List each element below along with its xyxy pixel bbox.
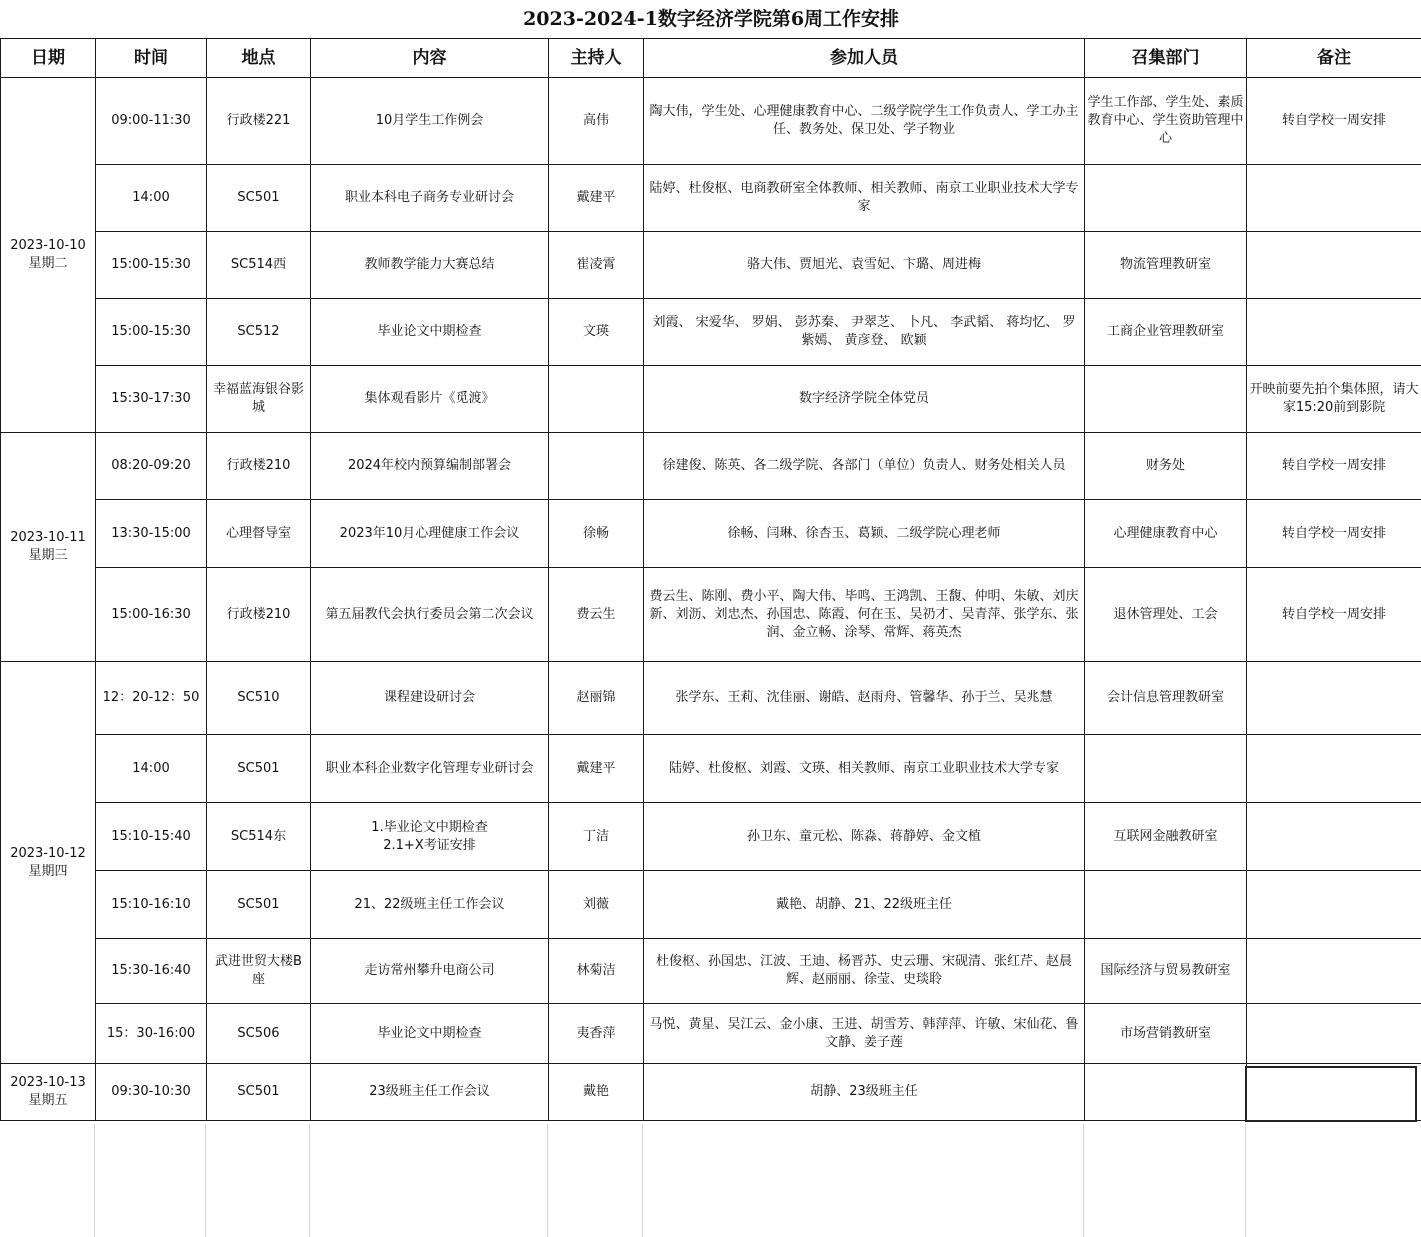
participants-cell[interactable]: 骆大伟、贾旭光、袁雪妃、卞璐、周进梅 [644, 232, 1085, 299]
grid-line [1245, 1124, 1246, 1237]
content-cell[interactable]: 毕业论文中期检查 [311, 299, 549, 366]
header-date[interactable]: 日期 [1, 39, 96, 78]
participants-cell[interactable]: 数字经济学院全体党员 [644, 366, 1085, 433]
grid-line [547, 1124, 548, 1237]
dept-cell[interactable] [1085, 165, 1247, 232]
time-cell[interactable]: 15:30-16:40 [96, 939, 207, 1004]
host-cell[interactable]: 刘薇 [549, 871, 644, 939]
table-row [1, 165, 1421, 232]
participants-cell[interactable]: 胡静、23级班主任 [644, 1064, 1085, 1121]
table-row [1, 232, 1421, 299]
weekday-text: 星期四 [28, 863, 68, 879]
grid-line [642, 1124, 643, 1237]
place-cell[interactable]: 行政楼210 [207, 568, 311, 662]
time-cell[interactable]: 14:00 [96, 735, 207, 803]
host-cell[interactable] [549, 366, 644, 433]
content-cell[interactable]: 职业本科企业数字化管理专业研讨会 [311, 735, 549, 803]
weekday-text: 星期三 [28, 548, 68, 563]
header-time[interactable]: 时间 [96, 39, 207, 78]
note-cell[interactable]: 转自学校一周安排 [1247, 500, 1421, 568]
content-cell[interactable]: 23级班主任工作会议 [311, 1064, 549, 1121]
host-cell[interactable]: 费云生 [549, 568, 644, 662]
note-cell[interactable] [1247, 939, 1421, 1004]
note-cell[interactable] [1247, 165, 1421, 232]
time-cell[interactable]: 09:30-10:30 [96, 1064, 207, 1121]
dept-cell[interactable]: 国际经济与贸易教研室 [1085, 939, 1247, 1004]
place-cell[interactable]: SC514东 [207, 803, 311, 871]
title-row [1, 0, 1421, 39]
header-host[interactable]: 主持人 [549, 39, 644, 78]
time-cell[interactable]: 15:00-16:30 [96, 568, 207, 662]
content-cell[interactable]: 集体观看影片《觅渡》 [311, 366, 549, 433]
note-cell[interactable]: 转自学校一周安排 [1247, 433, 1421, 500]
host-cell[interactable]: 赵丽锦 [549, 662, 644, 735]
dept-cell[interactable] [1085, 735, 1247, 803]
place-cell[interactable]: SC510 [207, 662, 311, 735]
time-cell[interactable]: 15：30-16:00 [96, 1004, 207, 1064]
grid-line [1083, 1124, 1084, 1237]
weekday-text: 星期五 [28, 1093, 68, 1108]
place-cell[interactable]: SC514西 [207, 232, 311, 299]
host-cell[interactable]: 戴艳 [549, 1064, 644, 1121]
table-row [1, 78, 1421, 165]
dept-cell[interactable]: 心理健康教育中心 [1085, 500, 1247, 568]
content-cell[interactable]: 2023年10月心理健康工作会议 [311, 500, 549, 568]
time-cell[interactable]: 13:30-15:00 [96, 500, 207, 568]
place-cell[interactable]: 武进世贸大楼B座 [207, 939, 311, 1004]
header-dept[interactable]: 召集部门 [1085, 39, 1247, 78]
grid-line [309, 1124, 310, 1237]
table-row [1, 735, 1421, 803]
participants-cell[interactable]: 刘霞、 宋爱华、 罗娟、 彭苏秦、 尹翠芝、 卜凡、 李武韬、 蒋均忆、 罗紫嫣、 黄彦登、 欧颖 [644, 299, 1085, 366]
host-cell[interactable]: 戴建平 [549, 165, 644, 232]
content-cell[interactable]: 走访常州攀升电商公司 [311, 939, 549, 1004]
participants-cell[interactable]: 杜俊枢、孙国忠、江波、王迪、杨晋苏、史云珊、宋砚清、张红芹、赵晨辉、赵丽丽、徐莹、史琰聆 [644, 939, 1085, 1004]
place-cell[interactable]: SC506 [207, 1004, 311, 1064]
host-cell[interactable]: 徐畅 [549, 500, 644, 568]
place-cell[interactable]: SC512 [207, 299, 311, 366]
date-cell[interactable] [1, 662, 96, 1064]
host-cell[interactable] [549, 433, 644, 500]
host-cell[interactable]: 戴建平 [549, 735, 644, 803]
table-row [1, 871, 1421, 939]
table-row [1, 1064, 1421, 1121]
participants-cell[interactable]: 费云生、陈刚、费小平、陶大伟、毕鸣、王鸿凯、王馥、仲明、朱敏、刘庆新、刘沥、刘忠杰、孙国忠、陈霞、何在玉、吴礽才、吴青萍、张学东、张润、金立畅、涂琴、常辉、蒋英杰 [644, 568, 1085, 662]
host-cell[interactable]: 高伟 [549, 78, 644, 165]
dept-cell[interactable]: 工商企业管理教研室 [1085, 299, 1247, 366]
note-cell[interactable]: 开映前要先拍个集体照，请大家15:20前到影院 [1247, 366, 1421, 433]
note-cell[interactable] [1247, 232, 1421, 299]
date-text: 2023-10-10 [10, 238, 86, 253]
header-participants[interactable]: 参加人员 [644, 39, 1085, 78]
content-cell[interactable]: 2024年校内预算编制部署会 [311, 433, 549, 500]
header-note[interactable]: 备注 [1247, 39, 1421, 78]
date-cell[interactable] [1, 433, 96, 662]
host-cell[interactable]: 林菊洁 [549, 939, 644, 1004]
content-cell[interactable]: 毕业论文中期检查 [311, 1004, 549, 1064]
header-content[interactable]: 内容 [311, 39, 549, 78]
time-cell[interactable]: 08:20-09:20 [96, 433, 207, 500]
place-cell[interactable]: SC501 [207, 735, 311, 803]
dept-cell[interactable] [1085, 871, 1247, 939]
date-text: 2023-10-11 [10, 530, 86, 545]
sheet-title[interactable]: 2023-2024-1数字经济学院第6周工作安排 [1, 0, 1421, 39]
place-cell[interactable]: 行政楼210 [207, 433, 311, 500]
table-row [1, 433, 1421, 500]
place-cell[interactable]: SC501 [207, 871, 311, 939]
content-cell[interactable]: 职业本科电子商务专业研讨会 [311, 165, 549, 232]
table-row [1, 366, 1421, 433]
table-row [1, 939, 1421, 1004]
time-cell[interactable]: 15:00-15:30 [96, 232, 207, 299]
time-cell[interactable]: 15:10-16:10 [96, 871, 207, 939]
time-cell[interactable]: 09:00-11:30 [96, 78, 207, 165]
note-cell[interactable] [1247, 1004, 1421, 1064]
host-cell[interactable]: 文瑛 [549, 299, 644, 366]
grid-line [94, 1124, 95, 1237]
participants-cell[interactable]: 戴艳、胡静、21、22级班主任 [644, 871, 1085, 939]
content-cell[interactable]: 21、22级班主任工作会议 [311, 871, 549, 939]
place-cell[interactable]: 行政楼221 [207, 78, 311, 165]
host-cell[interactable]: 丁洁 [549, 803, 644, 871]
participants-cell[interactable]: 徐建俊、陈英、各二级学院、各部门（单位）负责人、财务处相关人员 [644, 433, 1085, 500]
grid-line [205, 1124, 206, 1237]
note-cell[interactable] [1247, 662, 1421, 735]
dept-cell[interactable] [1085, 366, 1247, 433]
dept-cell[interactable]: 市场营销教研室 [1085, 1004, 1247, 1064]
date-cell[interactable] [1, 1064, 96, 1121]
participants-cell[interactable]: 张学东、王莉、沈佳丽、谢皓、赵雨舟、管馨华、孙于兰、吴兆慧 [644, 662, 1085, 735]
content-cell[interactable]: 教师教学能力大赛总结 [311, 232, 549, 299]
date-cell[interactable] [1, 78, 96, 433]
date-text: 2023-10-12 [10, 845, 86, 861]
host-cell[interactable]: 夷香萍 [549, 1004, 644, 1064]
time-cell[interactable]: 15:00-15:30 [96, 299, 207, 366]
participants-cell[interactable]: 陆婷、杜俊枢、电商教研室全体教师、相关教师、南京工业职业技术大学专家 [644, 165, 1085, 232]
time-cell[interactable]: 12：20-12：50 [96, 662, 207, 735]
note-cell[interactable] [1247, 803, 1421, 871]
empty-grid-area[interactable] [0, 1124, 1421, 1237]
dept-cell[interactable]: 会计信息管理教研室 [1085, 662, 1247, 735]
place-cell[interactable]: 心理督导室 [207, 500, 311, 568]
note-cell[interactable]: 转自学校一周安排 [1247, 78, 1421, 165]
table-row [1, 662, 1421, 735]
content-cell[interactable]: 10月学生工作例会 [311, 78, 549, 165]
time-cell[interactable]: 15:30-17:30 [96, 366, 207, 433]
dept-cell[interactable]: 物流管理教研室 [1085, 232, 1247, 299]
note-cell[interactable] [1247, 299, 1421, 366]
participants-cell[interactable]: 陆婷、杜俊枢、刘霞、文瑛、相关教师、南京工业职业技术大学专家 [644, 735, 1085, 803]
dept-cell[interactable]: 互联网金融教研室 [1085, 803, 1247, 871]
dept-cell[interactable]: 退休管理处、工会 [1085, 568, 1247, 662]
time-cell[interactable]: 14:00 [96, 165, 207, 232]
dept-cell[interactable] [1085, 1064, 1247, 1121]
note-cell[interactable] [1247, 1064, 1421, 1121]
host-cell[interactable]: 崔凌霄 [549, 232, 644, 299]
note-cell[interactable] [1247, 871, 1421, 939]
content-cell[interactable]: 第五届教代会执行委员会第二次会议 [311, 568, 549, 662]
time-cell[interactable]: 15:10-15:40 [96, 803, 207, 871]
date-text: 2023-10-13 [10, 1075, 86, 1090]
place-cell[interactable]: 幸福蓝海银谷影城 [207, 366, 311, 433]
table-row [1, 568, 1421, 662]
participants-cell[interactable]: 陶大伟，学生处、心理健康教育中心、二级学院学生工作负责人、学工办主任、教务处、保卫处、学子物业 [644, 78, 1085, 165]
header-place[interactable]: 地点 [207, 39, 311, 78]
content-cell[interactable]: 课程建设研讨会 [311, 662, 549, 735]
place-cell[interactable]: SC501 [207, 165, 311, 232]
participants-cell[interactable]: 孙卫东、童元松、陈淼、蒋静婷、金文植 [644, 803, 1085, 871]
header-row [1, 39, 1421, 78]
participants-cell[interactable]: 徐畅、闫琳、徐杏玉、葛颖、二级学院心理老师 [644, 500, 1085, 568]
table-row [1, 500, 1421, 568]
weekday-text: 星期二 [28, 256, 68, 271]
content-cell[interactable]: 1.毕业论文中期检查 2.1+X考证安排 [311, 803, 549, 871]
participants-cell[interactable]: 马悦、黄星、吴江云、金小康、王进、胡雪芳、韩萍萍、许敏、宋仙花、鲁文静、姜子莲 [644, 1004, 1085, 1064]
note-cell[interactable]: 转自学校一周安排 [1247, 568, 1421, 662]
place-cell[interactable]: SC501 [207, 1064, 311, 1121]
note-cell[interactable] [1247, 735, 1421, 803]
dept-cell[interactable]: 财务处 [1085, 433, 1247, 500]
table-row [1, 803, 1421, 871]
table-row [1, 1004, 1421, 1064]
table-row [1, 299, 1421, 366]
dept-cell[interactable]: 学生工作部、学生处、素质教育中心、学生资助管理中心 [1085, 78, 1247, 165]
